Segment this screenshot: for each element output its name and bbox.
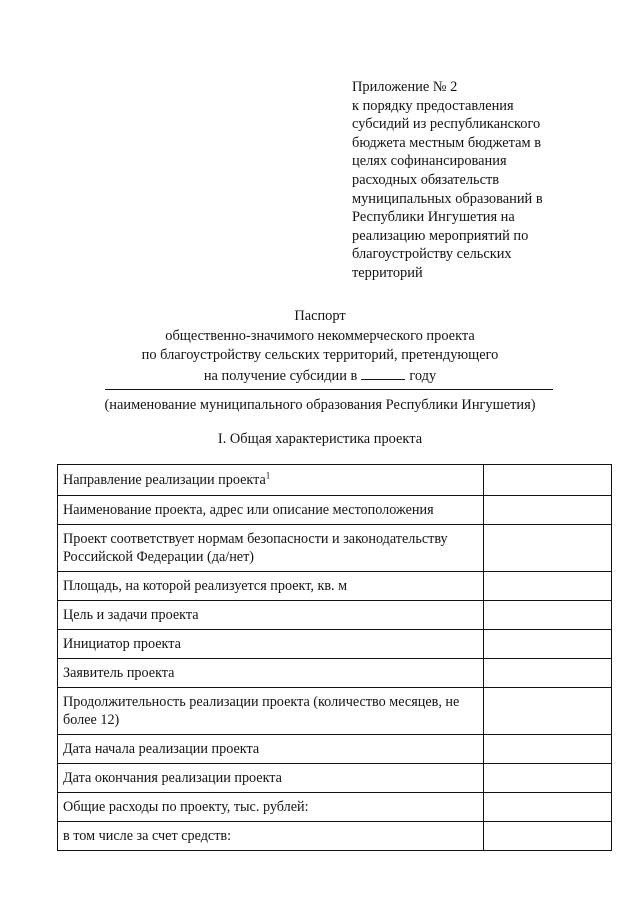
row-value-cell[interactable] — [484, 601, 612, 630]
row-value-cell[interactable] — [484, 630, 612, 659]
section-title: I. Общая характеристика проекта — [217, 431, 423, 447]
annex-line: бюджета местным бюджетам в — [352, 134, 542, 151]
row-label: Инициатор проекта — [63, 636, 181, 652]
title-year-prefix: на получение субсидии в — [203, 367, 358, 384]
title-line: общественно-значимого некоммерческого проекта — [165, 327, 475, 344]
row-label-cell — [58, 793, 484, 822]
annex-line: к порядку предоставления — [352, 97, 514, 114]
table-row — [58, 630, 612, 659]
row-label: Дата начала реализации проекта — [63, 741, 260, 757]
annex-line: расходных обязательств — [352, 171, 500, 188]
table-row — [58, 496, 612, 525]
row-label-cell — [58, 764, 484, 793]
municipality-blank-line — [105, 389, 553, 390]
annex-line: целях софинансирования — [352, 153, 507, 170]
table-row — [58, 465, 612, 496]
annex-line: благоустройству сельских — [352, 246, 512, 263]
row-label: Наименование проекта, адрес или описание местоположения — [63, 502, 434, 518]
row-value-cell[interactable] — [484, 822, 612, 851]
year-blank-field — [361, 366, 405, 380]
title-year-suffix: году — [409, 367, 437, 384]
row-value-cell[interactable] — [484, 465, 612, 496]
title-line: Паспорт — [294, 308, 346, 324]
row-value-cell[interactable] — [484, 735, 612, 764]
row-label-cell — [58, 572, 484, 601]
row-label: Цель и задачи проекта — [63, 607, 199, 623]
row-value-cell[interactable] — [484, 496, 612, 525]
footnote-marker: 1 — [265, 470, 271, 481]
row-label: Продолжительность реализации проекта (количество месяцев, не более 12) — [63, 694, 460, 728]
table-row — [58, 572, 612, 601]
table-row — [58, 793, 612, 822]
row-label-cell — [58, 735, 484, 764]
row-value-cell[interactable] — [484, 525, 612, 572]
row-label-cell — [58, 525, 484, 572]
annex-line: реализацию мероприятий по — [352, 227, 529, 244]
row-label: Площадь, на которой реализуется проект, кв. м — [63, 578, 348, 594]
row-label-cell — [58, 496, 484, 525]
row-label: Заявитель проекта — [63, 665, 175, 681]
row-label-cell — [58, 688, 484, 735]
title-line: по благоустройству сельских территорий, претендующего — [141, 347, 499, 363]
row-label-cell — [58, 601, 484, 630]
row-value-cell[interactable] — [484, 793, 612, 822]
table-row — [58, 525, 612, 572]
row-label-cell — [58, 630, 484, 659]
project-characteristics-table — [57, 464, 612, 851]
row-value-cell[interactable] — [484, 659, 612, 688]
annex-heading — [352, 78, 612, 283]
table-row — [58, 688, 612, 735]
annex-line: субсидий из республиканского — [352, 116, 541, 133]
annex-line: муниципальных образований в — [352, 190, 543, 207]
row-value-cell[interactable] — [484, 572, 612, 601]
annex-line: Приложение № 2 — [352, 79, 458, 95]
row-label: Дата окончания реализации проекта — [63, 770, 282, 786]
row-value-cell[interactable] — [484, 764, 612, 793]
table-row — [58, 601, 612, 630]
title-line-year — [0, 366, 640, 387]
row-label: Общие расходы по проекту, тыс. рублей: — [63, 799, 309, 815]
table-row — [58, 659, 612, 688]
table-row — [58, 822, 612, 851]
table-row — [58, 735, 612, 764]
row-label: Проект соответствует нормам безопасности и законодательству Российской Федерации (да/нет) — [63, 531, 448, 565]
table-row — [58, 764, 612, 793]
annex-line: территорий — [352, 264, 423, 281]
row-label: в том числе за счет средств: — [63, 828, 232, 844]
row-label-cell — [58, 822, 484, 851]
annex-line: Республики Ингушетия на — [352, 209, 515, 226]
row-value-cell[interactable] — [484, 688, 612, 735]
document-title — [0, 307, 640, 386]
row-label-cell — [58, 659, 484, 688]
municipality-caption: (наименование муниципального образования Республики Ингушетия) — [104, 397, 536, 413]
row-label: Направление реализации проекта — [63, 472, 266, 488]
row-label-cell — [58, 465, 484, 496]
